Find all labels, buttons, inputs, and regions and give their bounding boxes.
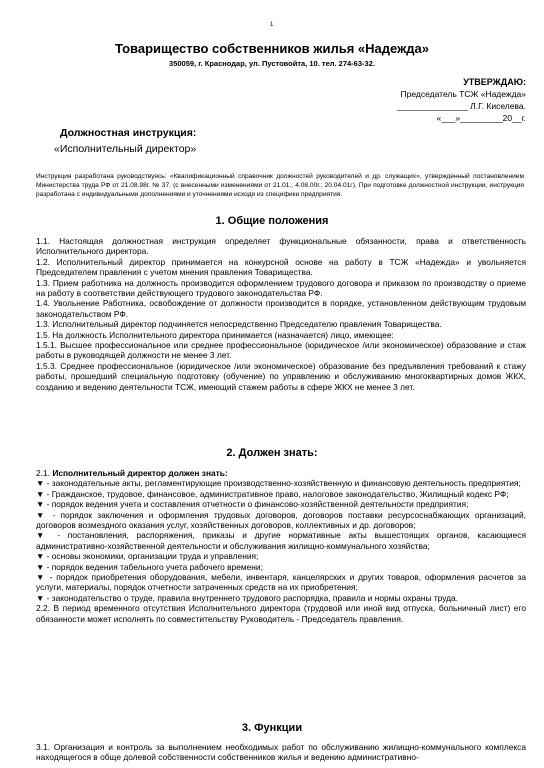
- approve-title: УТВЕРЖДАЮ:: [463, 77, 526, 87]
- document-title: Должностная инструкция:: [60, 127, 197, 139]
- list-item: ▼ - постановления, распоряжения, приказы и другие нормативные акты вышестоящих органов, касающиеся административно-хозяйственной деятельности и обслуживания жилищно-коммунального хозяйства;: [36, 530, 526, 551]
- organization-address: 350059, г. Краснодар, ул. Пустовойта, 10. тел. 274-63-32.: [169, 59, 375, 68]
- paragraph: 1.1. Настоящая должностная инструкция определяет функциональные обязанности, права и ответственность Исполнительного директора.: [36, 236, 526, 257]
- list-item: ▼ - основы экономики, организации труда и управления;: [36, 551, 259, 562]
- organization-name: Товарищество собственников жилья «Надежда»: [114, 41, 430, 56]
- paragraph: 1.5. На должность Исполнительного директора принимается (назначается) лицо, имеющее:: [36, 329, 394, 340]
- section-general-body: [36, 236, 526, 392]
- paragraph: 2.2. В период временного отсутствия Исполнительного директора (трудовой или иной вид отпуска, больничный лист) его обязанности может исполнять по совместительству Руководитель - Председатель правления.: [36, 603, 526, 624]
- knowledge-lead: [36, 468, 526, 478]
- section-heading-general: 1. Общие положения: [215, 215, 329, 227]
- approve-signature-line: _______________ Л.Г. Киселева.: [396, 101, 526, 111]
- list-item: ▼ - законодательные акты, регламентирующие производственно-хозяйственную и финансовую деятельность предприятия;: [36, 478, 521, 489]
- lead-text: Исполнительный директор должен знать:: [52, 468, 228, 478]
- page-number: 1: [270, 22, 274, 28]
- paragraph: 1.2. Исполнительный директор принимается на конкурсной основе на работу в ТСЖ «Надежда» и увольняется Председателем правления с учетом мнения правления Товарищества.: [36, 256, 526, 278]
- list-item: ▼ - порядок заключения и оформления трудовых договоров, договоров поставки ресурсоснабжающих организаций, договоров возмездного оказания услуг, хозяйственных договоров, коллективных и др. договоров;: [36, 509, 526, 531]
- section-knowledge-body: [36, 468, 526, 624]
- intro-paragraph: Инструкция разработана руководствуясь: «Квалификационный справочник должностей руководителей и др. служащих», утвержденный постановлением Министерства труда РФ от 21.08.98г. № 37. (с внесенными изменениями от 21.01.; 4.08.00г.; 20.04.01г). При подготовке должностной инструкции, инструкция разработана с индивидуальными дополнениями и уточнениями исходя из специфики предприятия.: [36, 173, 524, 198]
- paragraph: 3.1. Организация и контроль за выполнением необходимых работ по обслуживанию жилищно-коммунального комплекса находящегося в обще долевой собственности собственников жилья и ведению административно-: [36, 742, 526, 763]
- list-item: ▼ - законодательство о труде, правила внутреннего трудового распорядка, правила и нормы охраны труда.: [36, 592, 459, 603]
- paragraph: 1.3. Прием работника на должность производится оформлением трудового договора и приказом по производству о приеме на работу в соответствии действующего трудового законодательства РФ.: [36, 277, 526, 299]
- section-heading-knowledge: 2. Должен знать:: [226, 447, 318, 459]
- list-item: ▼ - порядок ведения учета и составления отчетности о финансово-хозяйственной деятельности предприятия;: [36, 499, 469, 510]
- approve-chairman: Председатель ТСЖ «Надежда»: [400, 89, 526, 99]
- document-subtitle: «Исполнительный директор»: [54, 143, 197, 155]
- list-item: ▼ - порядок приобретения оборудования, мебели, инвентаря, канцелярских и других товаров, оформления расчетов за услуги, материалы, порядок отчетности затраченных средств на их приобретения;: [36, 572, 526, 593]
- section-heading-functions: 3. Функции: [241, 722, 303, 734]
- paragraph: 1.3. Исполнительный директор подчиняется непосредственно Председателю правления Товарищества.: [36, 319, 442, 330]
- approve-date-line: «___»_________20__г.: [436, 113, 526, 123]
- list-item: ▼ - Гражданское, трудовое, финансовое, административное право, налоговое законодательство, Жилищный кодекс РФ;: [36, 488, 509, 499]
- lead-number: 2.1.: [36, 468, 50, 478]
- section-functions-body: [36, 742, 526, 763]
- paragraph: 1.5.3. Среднее профессиональное (юридическое /или экономическое) образование без предъявления требований к стажу работы, прошедший специальную подготовку (обучение) по управлению и обслуживанию многоквартирных домов ЖКХ, созданию и ведению деятельности ТСЖ, имеющий стажем работы в сфере ЖКХ не менее 3 лет.: [36, 360, 526, 392]
- paragraph: 1.5.1. Высшее профессиональное или среднее профессиональное (юридическое /или экономическое) образование и стаж работы в руководящей должности не менее 3 лет.: [36, 340, 526, 361]
- paragraph: 1.4. Увольнение Работника, освобождение от должности производится в порядке, установленном действующим трудовым законодательством РФ.: [36, 298, 526, 319]
- list-item: ▼ - порядок ведения табельного учета рабочего времени;: [36, 561, 263, 572]
